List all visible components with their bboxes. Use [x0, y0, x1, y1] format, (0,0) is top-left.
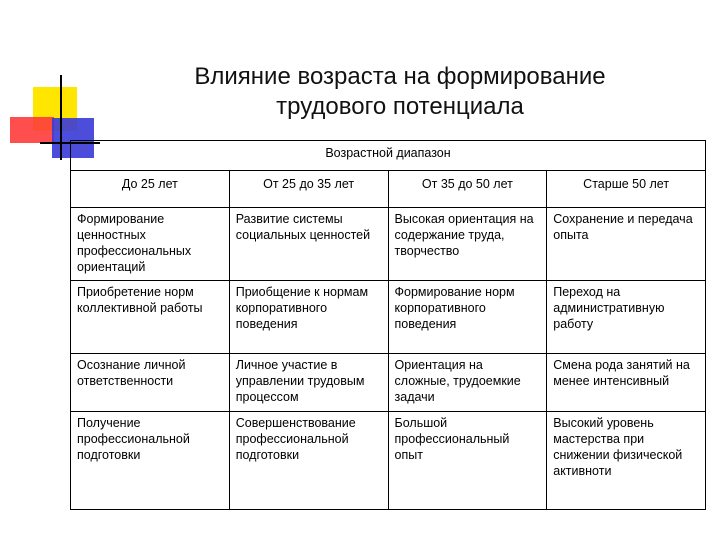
column-header-over-50: Старше 50 лет — [547, 171, 706, 208]
table-cell: Формирование норм корпоративного поведения — [388, 281, 547, 354]
table-cell: Высокий уровень мастерства при снижении физической активноти — [547, 412, 706, 510]
decor-vertical-line — [60, 75, 62, 160]
table-cell: Смена рода занятий на менее интенсивный — [547, 354, 706, 412]
table-row — [71, 412, 706, 510]
decor-red-rectangle — [10, 117, 54, 143]
age-range-header: Возрастной диапазон — [71, 141, 706, 171]
table-cell: Высокая ориентация на содержание труда, творчество — [388, 208, 547, 281]
table-cell: Большой профессиональный опыт — [388, 412, 547, 510]
column-header-under-25: До 25 лет — [71, 171, 230, 208]
table-row — [71, 208, 706, 281]
table-cell: Получение профессиональной подготовки — [71, 412, 230, 510]
table-cell: Приобщение к нормам корпоративного поведения — [229, 281, 388, 354]
table-cell: Личное участие в управлении трудовым процессом — [229, 354, 388, 412]
table-cell: Совершенствование профессиональной подготовки — [229, 412, 388, 510]
table-cell: Переход на административную работу — [547, 281, 706, 354]
title-line-1: Влияние возраста на формирование — [194, 63, 606, 90]
table-cell: Осознание личной ответственности — [71, 354, 230, 412]
column-header-25-35: От 25 до 35 лет — [229, 171, 388, 208]
table-cell: Сохранение и передача опыта — [547, 208, 706, 281]
age-influence-table — [70, 140, 706, 510]
table-row — [71, 354, 706, 412]
table-cell: Ориентация на сложные, трудоемкие задачи — [388, 354, 547, 412]
title-line-2: трудового потенциала — [276, 93, 524, 120]
table-cell: Приобретение норм коллективной работы — [71, 281, 230, 354]
slide-title — [120, 62, 680, 122]
table-row — [71, 281, 706, 354]
table-cell: Формирование ценностных профессиональных ориентаций — [71, 208, 230, 281]
column-header-35-50: От 35 до 50 лет — [388, 171, 547, 208]
table-cell: Развитие системы социальных ценностей — [229, 208, 388, 281]
